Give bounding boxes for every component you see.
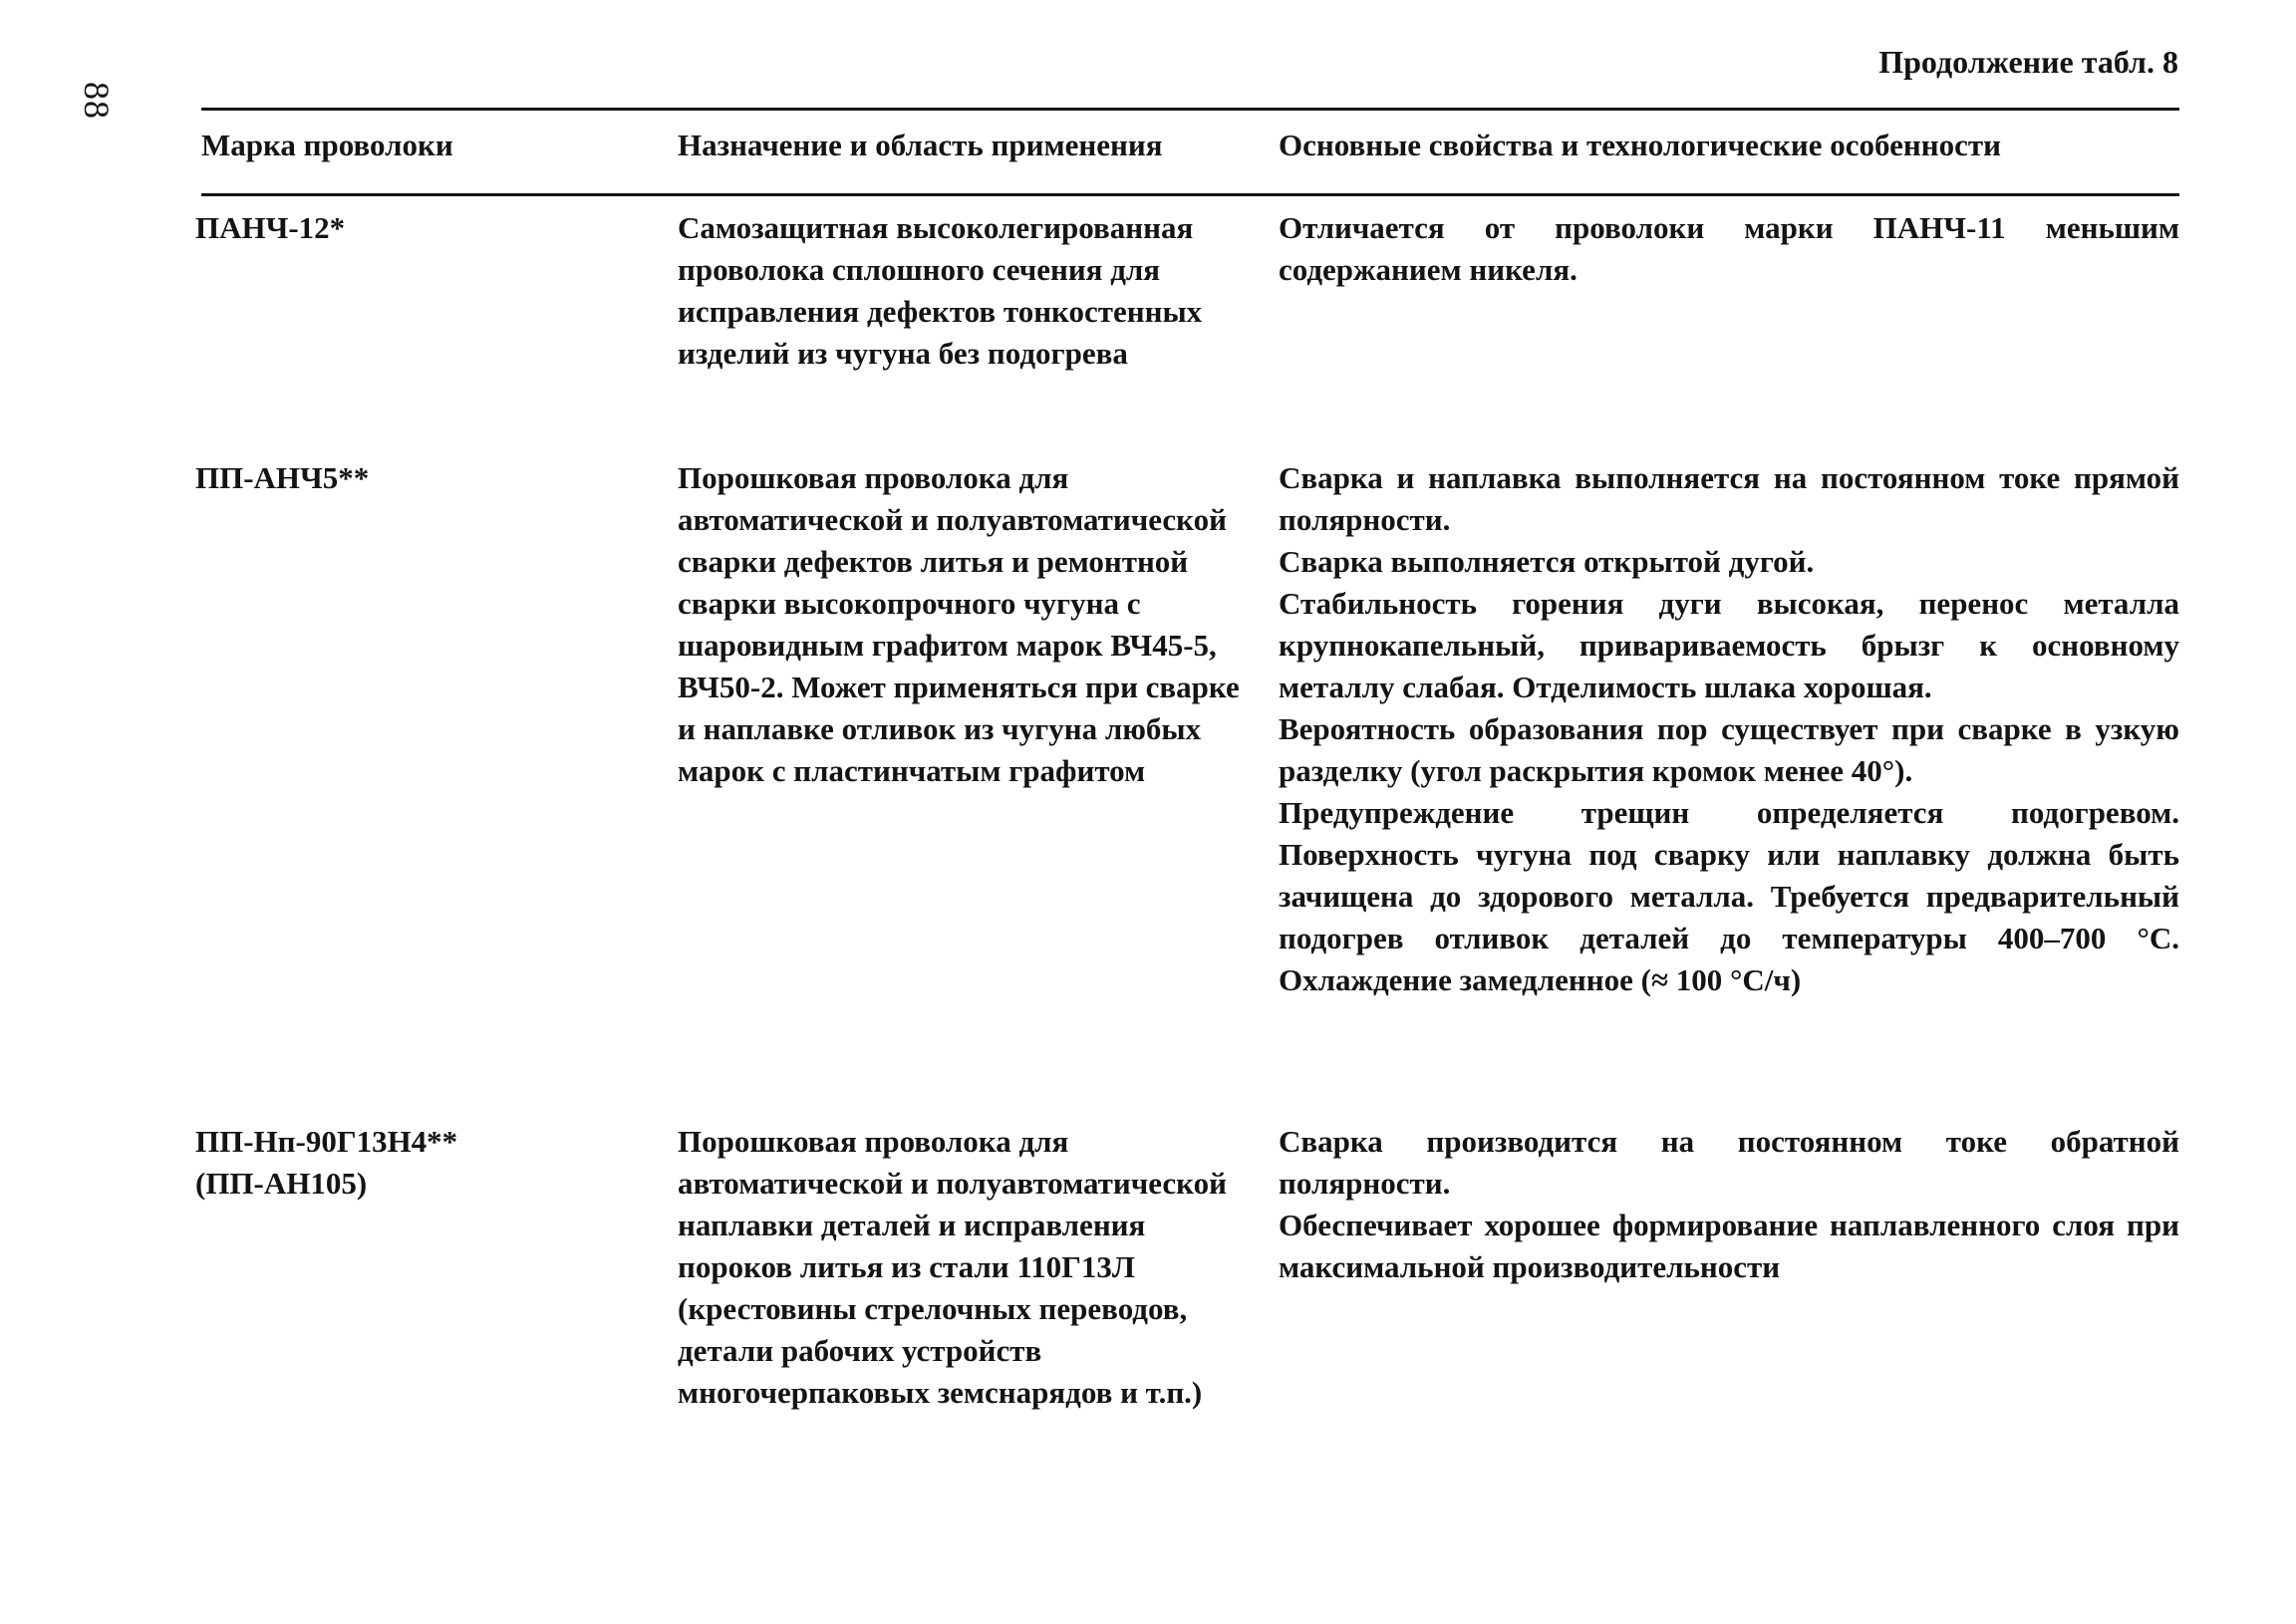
- table-top-rule: [201, 108, 2179, 111]
- row1-mark: ПАНЧ-12*: [195, 210, 346, 245]
- row3-properties: Сварка производится на постоянном токе обратной полярности. Обеспечивает хорошее формирование наплавленного слоя при максимальной производительности: [1279, 1124, 2179, 1284]
- row2-properties: Сварка и наплавка выполняется на постоянном токе прямой полярности. Сварка выполняется открытой дугой. Стабильность горения дуги высокая, перенос металла крупнокапельный, привариваемость брызг к основному металлу слабая. Отделимость шлака хорошая. Вероятность образования пор существует при сварке в узкую разделку (угол раскрытия кромок менее 40°). Предупреждение трещин определяется подогревом. Поверхность чугуна под сварку или наплавку должна быть зачищена до здорового металла. Требуется предварительный подогрев отливок деталей до температуры 400–700 °С. Охлаждение замедленное (≈ 100 °С/ч): [1279, 460, 2179, 997]
- table-header-rule: [201, 193, 2179, 196]
- page-number: 88: [77, 82, 117, 120]
- header-properties: Основные свойства и технологические особенности: [1279, 128, 2001, 162]
- row3-purpose: Порошковая проволока для автоматической и полуавтоматической наплавки деталей и исправления пороков литья из стали 110Г13Л (крестовины стрелочных переводов, детали рабочих устройств многочерпаковых земснарядов и т.п.): [678, 1124, 1227, 1410]
- header-purpose: Назначение и область применения: [678, 128, 1163, 162]
- row3-mark: ПП-Нп-90Г13Н4** (ПП-АН105): [195, 1124, 458, 1201]
- table-continuation-caption: Продолжение табл. 8: [1878, 44, 2178, 80]
- row2-mark: ПП-АНЧ5**: [195, 460, 370, 495]
- row1-properties: Отличается от проволоки марки ПАНЧ-11 меньшим содержанием никеля.: [1279, 210, 2179, 287]
- row2-purpose: Порошковая проволока для автоматической и полуавтоматической сварки дефектов литья и ремонтной сварки высокопрочного чугуна с шаровидным графитом марок ВЧ45-5, ВЧ50-2. Может применяться при сварке и наплавке отливок из чугуна любых марок с пластинчатым графитом: [678, 460, 1240, 788]
- row1-purpose: Самозащитная высоколегированная проволока сплошного сечения для исправления дефектов тонкостенных изделий из чугуна без подогрева: [678, 210, 1203, 371]
- header-mark: Марка проволоки: [201, 128, 453, 162]
